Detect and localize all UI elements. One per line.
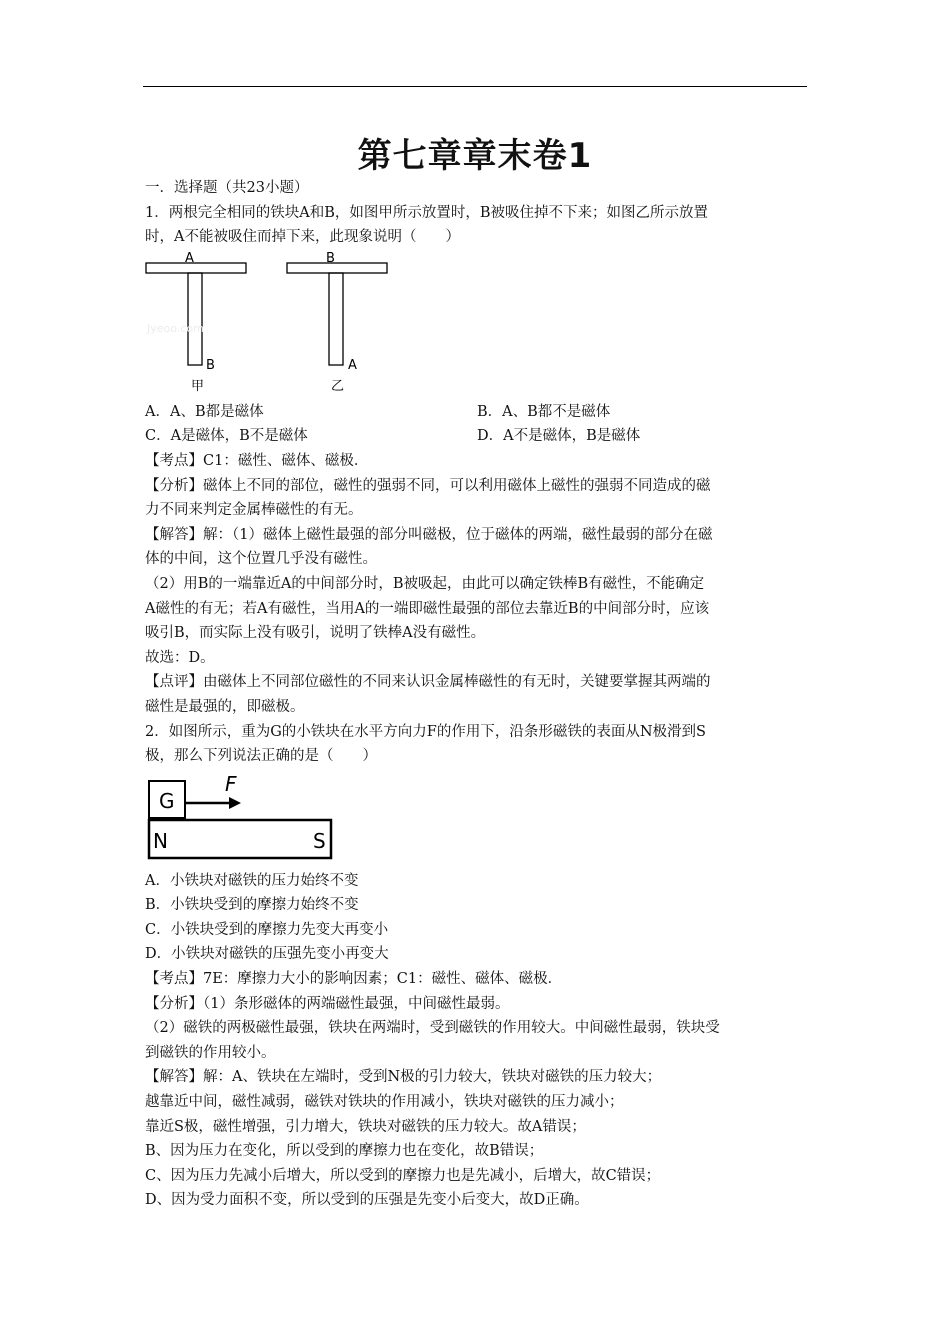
q2-option-d: D．小铁块对磁铁的压强先变小再变大 xyxy=(145,946,389,963)
q1-bar-a-horizontal xyxy=(146,263,246,273)
q2-label-f: F xyxy=(225,774,237,796)
q1-dianping-line: 磁性是最强的，即磁极。 xyxy=(145,698,305,715)
question-2 xyxy=(145,720,809,1214)
q2-label-g: G xyxy=(159,788,175,813)
q1-option-d: D．A不是磁体，B是磁体 xyxy=(477,428,641,445)
q1-option-c: C．A是磁体，B不是磁体 xyxy=(145,428,308,445)
q1-option-b: B．A、B都不是磁体 xyxy=(477,403,611,420)
watermark: Jyeoo.com xyxy=(147,321,204,335)
header-rule xyxy=(143,86,807,87)
q2-jieda-line: C、因为压力先减小后增大，所以受到的摩擦力也是先减小，后增大，故C错误； xyxy=(145,1167,661,1184)
q1-bar-b-vertical xyxy=(188,273,202,365)
q1-fenxi-line: 【分析】磁体上不同的部位，磁性的强弱不同，可以利用磁体上磁性的强弱不同造成的磁 xyxy=(145,477,711,494)
q1-label-right-top: B xyxy=(326,251,335,266)
q2-option-a: A．小铁块对磁铁的压力始终不变 xyxy=(145,872,359,889)
q1-stem-line: 时，A不能被吸住而掉下来，此现象说明（ ） xyxy=(145,229,460,246)
q2-jieda-line: D、因为受力面积不变，所以受到的压强是先变小后变大，故D正确。 xyxy=(145,1192,589,1209)
q2-jieda-line: 靠近S极，磁性增强，引力增大，铁块对磁铁的压力较大。故A错误； xyxy=(145,1118,586,1135)
q1-bar-b-horizontal xyxy=(287,263,387,273)
q1-fenxi-line: 力不同来判定金属棒磁性的有无。 xyxy=(145,502,363,519)
q1-label-left-top: A xyxy=(185,251,194,266)
q1-caption-left: 甲 xyxy=(191,378,205,394)
q1-jieda-line: （2）用B的一端靠近A的中间部分时，B被吸起，由此可以确定铁棒B有磁性，不能确定 xyxy=(145,575,705,592)
q2-option-b: B．小铁块受到的摩擦力始终不变 xyxy=(145,897,359,914)
q2-jieda-line: B、因为压力在变化，所以受到的摩擦力也在变化，故B错误； xyxy=(145,1143,544,1160)
q2-option-c: C．小铁块受到的摩擦力先变大再变小 xyxy=(145,921,389,938)
q1-jieda-line: 【解答】解：（1）磁体上磁性最强的部分叫磁极，位于磁体的两端，磁性最弱的部分在磁 xyxy=(145,526,713,543)
q2-figure-magnet xyxy=(145,775,345,865)
q1-label-right-bottom: A xyxy=(348,357,357,373)
q1-options-row xyxy=(145,400,809,425)
q1-dianping-line: 【点评】由磁体上不同部位磁性的不同来认识金属棒磁性的有无时，关键要掌握其两端的 xyxy=(145,674,711,691)
q2-force-arrowhead xyxy=(229,797,241,809)
q2-stem-line: 2．如图所示，重为G的小铁块在水平方向力F的作用下，沿条形磁铁的表面从N极滑到S xyxy=(145,723,706,740)
question-1 xyxy=(145,201,809,720)
q1-caption-right: 乙 xyxy=(331,378,345,394)
q2-fenxi-line: 【分析】（1）条形磁体的两端磁性最强，中间磁性最弱。 xyxy=(145,995,510,1012)
q2-jieda-line: 【解答】解：A、铁块在左端时，受到N极的引力较大，铁块对磁铁的压力较大； xyxy=(145,1069,662,1086)
q1-bar-a-vertical xyxy=(329,273,343,365)
q1-label-left-bottom: B xyxy=(206,357,215,373)
q1-stem-line: 1．两根完全相同的铁块A和B，如图甲所示放置时，B被吸住掉不下来；如图乙所示放置 xyxy=(145,204,709,221)
q1-options-row xyxy=(145,424,809,449)
q2-label-n: N xyxy=(153,828,168,853)
q1-jieda-line: 体的中间，这个位置几乎没有磁性。 xyxy=(145,551,377,568)
document-body xyxy=(145,176,809,1213)
q2-fenxi-line: 到磁铁的作用较小。 xyxy=(145,1044,276,1061)
q2-bar-magnet xyxy=(149,820,331,858)
q2-jieda-line: 越靠近中间，磁性减弱，磁铁对铁块的作用减小，铁块对磁铁的压力减小； xyxy=(145,1094,624,1111)
q1-jieda-line: A磁性的有无；若A有磁性，当用A的一端即磁性最强的部位去靠近B的中间部分时，应该 xyxy=(145,600,710,617)
q2-stem-line: 极，那么下列说法正确的是（ ） xyxy=(145,748,377,765)
q2-kaodian: 【考点】7E：摩擦力大小的影响因素；C1：磁性、磁体、磁极． xyxy=(145,971,563,988)
page-title: 第七章章末卷1 xyxy=(357,136,593,176)
q1-figure-t-bars xyxy=(145,252,405,398)
q1-jieda-line: 吸引B，而实际上没有吸引，说明了铁棒A没有磁性。 xyxy=(145,625,486,642)
q1-option-a: A．A、B都是磁体 xyxy=(145,403,264,420)
section-heading: 一．选择题（共23小题） xyxy=(145,180,309,196)
q2-fenxi-line: （2）磁铁的两极磁性最强，铁块在两端时，受到磁铁的作用较大。中间磁性最弱，铁块受 xyxy=(145,1020,720,1037)
q1-kaodian: 【考点】C1：磁性、磁体、磁极． xyxy=(145,452,369,469)
q1-answer: 故选：D。 xyxy=(145,649,215,666)
q2-label-s: S xyxy=(313,828,326,853)
